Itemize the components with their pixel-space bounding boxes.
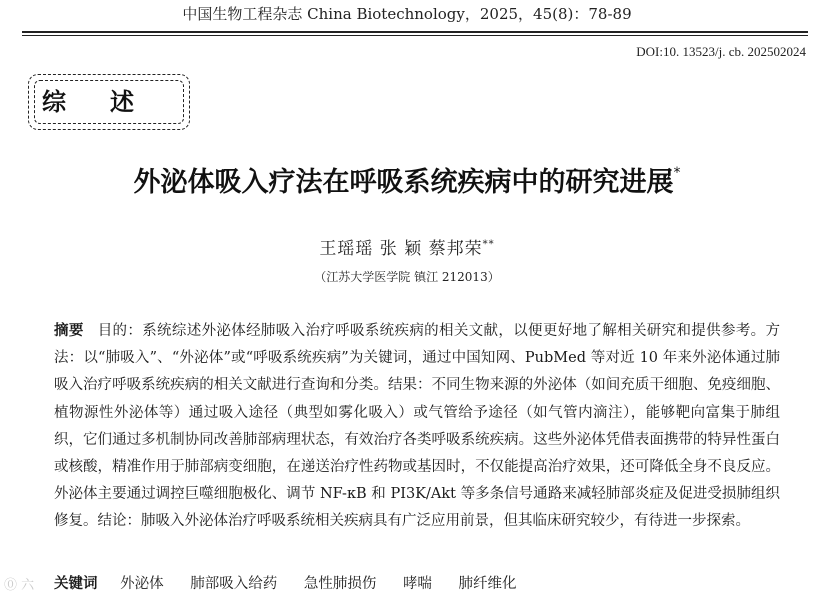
header-rule: [22, 31, 808, 33]
keywords: [54, 571, 780, 598]
header-rule-thin: [22, 35, 808, 36]
section-label: 综述: [42, 88, 178, 116]
keyword: 肺纤维化: [458, 576, 517, 592]
corresponding-author-mark: **: [482, 239, 495, 250]
doi: DOI:10. 13523/j. cb. 202502024: [636, 44, 806, 59]
keyword: 哮喘: [402, 576, 432, 592]
article-title-text: 外泌体吸入疗法在呼吸系统疾病中的研究进展: [133, 167, 674, 198]
abstract-text: 目的：系统综述外泌体经肺吸入治疗呼吸系统疾病的相关文献，以便更好地了解相关研究和提供参考。方法：以“肺吸入”、“外泌体”或“呼吸系统疾病”为关键词，通过中国知网、PubMed 等对近 10 年来外泌体通过肺吸入治疗呼吸系统疾病的相关文献进行查询和分类。结果：不同生物来源的外泌体（如间充质干细胞、免疫细胞、植物源性外泌体等）通过吸入途径（典型如雾化吸入）或气管给予途径（如气管内滴注），能够靶向富集于肺组织，它们通过多机制协同改善肺部病理状态，有效治疗各类呼吸系统疾病。这些外泌体凭借表面携带的特异性蛋白或核酸，精准作用于肺部病变细胞，在递送治疗性药物或基因时，不仅能提高治疗效果，还可降低全身不良反应。外泌体主要通过调控巨噬细胞极化、调节 NF-κB 和 PI3K/Akt 等多条信号通路来减轻肺部炎症及促进受损肺组织修复。结论：肺吸入外泌体治疗呼吸系统相关疾病具有广泛应用前景，但其临床研究较少，有待进一步探索。: [54, 323, 781, 530]
keywords-label: 关键词: [54, 576, 98, 592]
affiliation: （江苏大学医学院 镇江 212013）: [314, 270, 500, 284]
journal-citation: 中国生物工程杂志 China Biotechnology，2025，45(8)：78-89: [182, 5, 632, 23]
author-names: 王瑶瑶 张 颖 蔡邦荣: [319, 239, 483, 259]
abstract: [54, 318, 780, 536]
keyword: 外泌体: [120, 576, 164, 592]
title-footnote-mark: *: [673, 165, 681, 181]
keyword: 肺部吸入给药: [190, 576, 278, 592]
journal-header: [0, 0, 814, 32]
keyword: 急性肺损伤: [303, 576, 377, 592]
abstract-label: 摘要: [54, 323, 84, 339]
watermark: ⓪ 六: [4, 578, 35, 593]
article-title: [0, 160, 814, 199]
authors: [0, 234, 814, 259]
